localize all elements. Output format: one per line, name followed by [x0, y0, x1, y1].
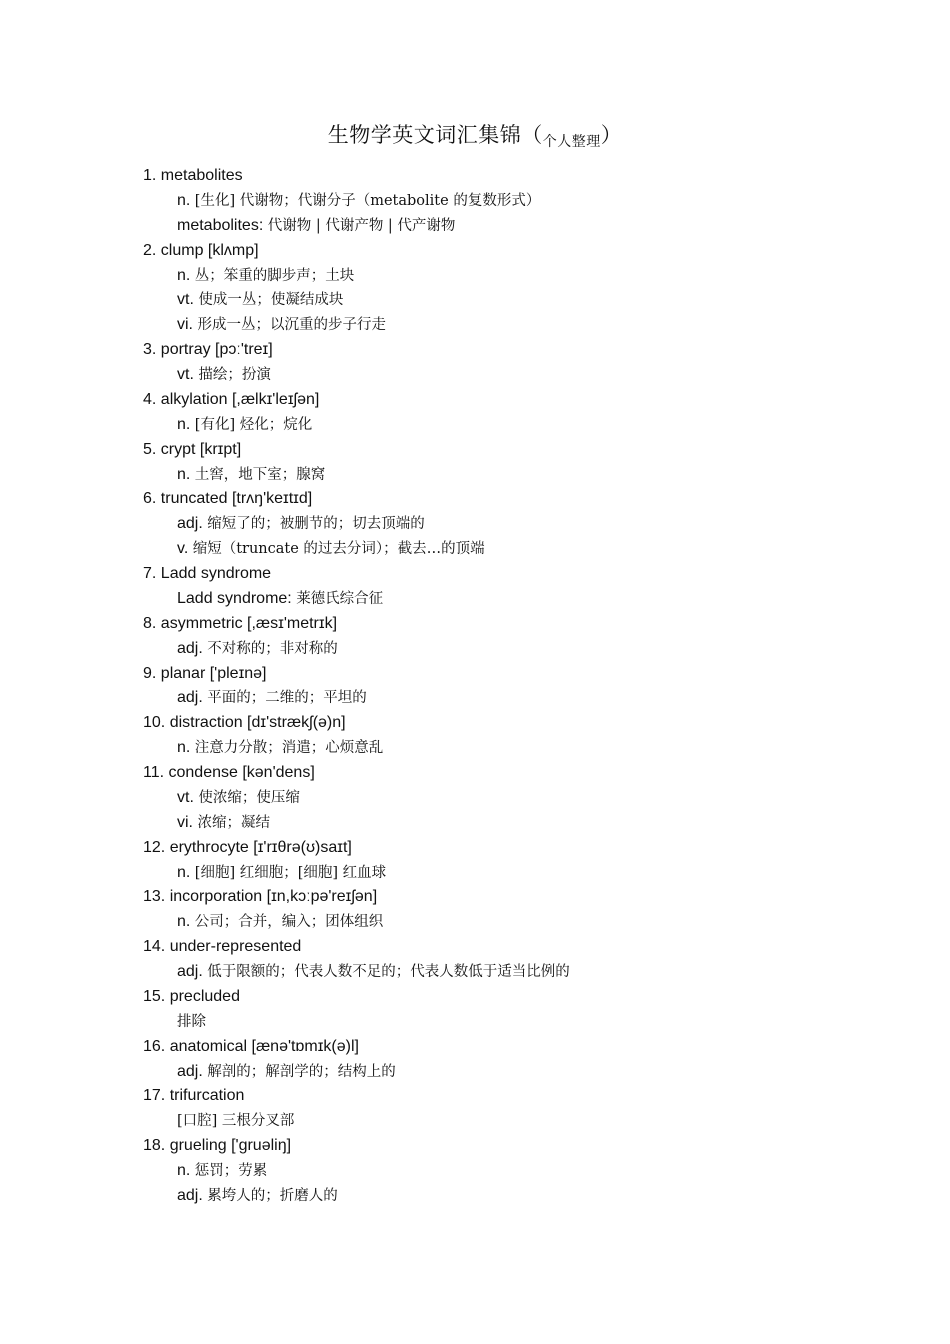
vocab-entry	[143, 836, 903, 886]
part-of-speech: vi.	[177, 316, 198, 334]
vocab-entry	[143, 388, 903, 438]
definition-text: 注意力分散；消遣；心烦意乱	[194, 740, 384, 757]
entry-headword: 7. Ladd syndrome	[143, 565, 272, 582]
entry-headword: 6. truncated [trʌŋ'keɪtɪd]	[143, 490, 313, 508]
vocab-entry	[143, 239, 903, 339]
vocab-entry	[143, 487, 903, 562]
definition-text: 形成一丛；以沉重的步子行走	[197, 317, 386, 334]
definition-text: 不对称的；非对称的	[207, 640, 338, 657]
definition-text: 解剖的；解剖学的；结构上的	[207, 1063, 396, 1080]
part-of-speech: adj.	[177, 1186, 208, 1204]
entry-headword: 2. clump [klʌmp]	[143, 241, 259, 259]
definition-text: 丛；笨重的脚步声；土块	[194, 267, 355, 284]
part-of-speech: n.	[177, 863, 195, 881]
definition-text: 缩短（truncate 的过去分词）；截去…的顶端	[192, 541, 485, 558]
entry-headword: 4. alkylation [,ælkɪ'leɪʃən]	[143, 390, 320, 408]
definition-text: [生化] 代谢物；代谢分子（metabolite 的复数形式）	[194, 192, 541, 209]
definition-text: 使浓缩；使压缩	[198, 789, 300, 806]
entry-definition-line	[143, 786, 903, 811]
title-main: 生物学英文词汇集锦（	[327, 123, 543, 147]
entry-definition-line	[143, 1184, 903, 1209]
part-of-speech: adj.	[177, 689, 208, 707]
entry-definition-line	[143, 1159, 903, 1184]
vocab-entry	[143, 1084, 903, 1134]
vocab-entry	[143, 935, 903, 985]
definition-text: [有化] 烃化；烷化	[194, 416, 313, 433]
entry-definition-line	[143, 587, 903, 612]
entry-definition-line	[143, 463, 903, 488]
vocab-entry	[143, 562, 903, 612]
entry-headword: 15. precluded	[143, 987, 240, 1005]
entry-definition-line	[143, 413, 903, 438]
entry-headword: 3. portray [pɔː'treɪ]	[143, 341, 273, 359]
definition-text: 使成一丛；使凝结成块	[198, 292, 344, 309]
entry-headword: 13. incorporation [ɪn,kɔːpə'reɪʃən]	[143, 888, 378, 906]
part-of-speech: vi.	[177, 813, 198, 831]
vocab-entry	[143, 612, 903, 662]
part-of-speech: n.	[177, 266, 195, 284]
entry-definition-line	[143, 1060, 903, 1085]
entry-definition-line	[143, 960, 903, 985]
part-of-speech: n.	[177, 1162, 195, 1179]
part-of-speech: adj.	[177, 963, 208, 980]
definition-text: 土窖，地下室；腺窝	[194, 466, 326, 483]
part-of-speech: n.	[177, 465, 195, 483]
part-of-speech: n.	[177, 415, 195, 433]
vocab-entry	[143, 164, 903, 239]
entry-definition-line	[143, 537, 903, 562]
definition-text: 排除	[177, 1013, 206, 1030]
part-of-speech: vt.	[177, 366, 199, 383]
entry-definition-line	[143, 512, 903, 537]
entry-headword: 12. erythrocyte [ɪ'rɪθrə(ʊ)saɪt]	[143, 838, 352, 856]
definition-text: 描绘；扮演	[198, 367, 271, 383]
entry-headword: 5. crypt [krɪpt]	[143, 440, 242, 458]
entry-headword: 9. planar ['pleɪnə]	[143, 664, 267, 682]
definition-text: 惩罚；劳累	[194, 1163, 268, 1179]
part-of-speech: adj.	[177, 515, 208, 533]
entry-definition-line	[143, 637, 903, 662]
entry-definition-line	[143, 910, 903, 935]
definition-text: 累垮人的；折磨人的	[207, 1187, 338, 1204]
part-of-speech: Ladd syndrome:	[177, 589, 297, 607]
definition-text: 缩短了的；被删节的；切去顶端的	[207, 516, 425, 533]
definition-text: 低于限额的；代表人数不足的；代表人数低于适当比例的	[207, 964, 570, 980]
entry-headword: 11. condense [kən'dens]	[143, 764, 315, 781]
definition-text: [细胞] 红细胞；[细胞] 红血球	[194, 864, 387, 881]
part-of-speech: metabolites:	[177, 216, 268, 234]
entry-definition-line	[143, 736, 903, 761]
entry-definition-line	[143, 288, 903, 313]
vocab-entry	[143, 1035, 903, 1085]
entry-headword: 1. metabolites	[143, 167, 243, 184]
entry-headword: 10. distraction [dɪ'strækʃ(ə)n]	[143, 714, 346, 732]
part-of-speech: vt.	[177, 788, 199, 806]
definition-text: 代谢物 | 代谢产物 | 代产谢物	[267, 217, 456, 234]
entry-definition-line	[143, 811, 903, 836]
title-close-paren: ）	[600, 123, 623, 147]
part-of-speech: v.	[177, 540, 193, 558]
entry-definition-line	[143, 1109, 903, 1134]
title-subtitle: 个人整理	[542, 134, 601, 150]
definition-text: 莱德氏综合征	[296, 590, 384, 607]
vocab-entry	[143, 985, 903, 1035]
page-title	[0, 118, 950, 159]
definition-text: [口腔] 三根分叉部	[177, 1113, 295, 1130]
definition-text: 浓缩；凝结	[197, 814, 270, 831]
part-of-speech: adj.	[177, 639, 208, 657]
entry-headword: 18. grueling ['ɡruəliŋ]	[143, 1137, 292, 1155]
entry-definition-line	[143, 214, 903, 239]
entry-definition-line	[143, 264, 903, 289]
entry-headword: 8. asymmetric [,æsɪ'metrɪk]	[143, 614, 338, 632]
definition-text: 公司；合并，编入；团体组织	[194, 914, 384, 931]
entry-definition-line	[143, 1010, 903, 1035]
vocab-entry	[143, 338, 903, 388]
vocab-entry	[143, 711, 903, 761]
part-of-speech: adj.	[177, 1062, 208, 1080]
part-of-speech: n.	[177, 913, 195, 931]
part-of-speech: vt.	[177, 291, 199, 309]
vocabulary-list	[143, 164, 903, 1209]
entry-definition-line	[143, 189, 903, 214]
entry-definition-line	[143, 861, 903, 886]
vocab-entry	[143, 1134, 903, 1209]
entry-headword: 14. under-represented	[143, 938, 302, 956]
vocab-entry	[143, 438, 903, 488]
vocab-entry	[143, 885, 903, 935]
vocab-entry	[143, 662, 903, 712]
definition-text: 平面的；二维的；平坦的	[207, 690, 367, 707]
entry-definition-line	[143, 686, 903, 711]
entry-headword: 17. trifurcation	[143, 1087, 245, 1105]
part-of-speech: n.	[177, 191, 195, 209]
entry-headword: 16. anatomical [ænə'tɒmɪk(ə)l]	[143, 1037, 359, 1055]
entry-definition-line	[143, 363, 903, 388]
entry-definition-line	[143, 313, 903, 338]
part-of-speech: n.	[177, 739, 195, 757]
vocab-entry	[143, 761, 903, 836]
